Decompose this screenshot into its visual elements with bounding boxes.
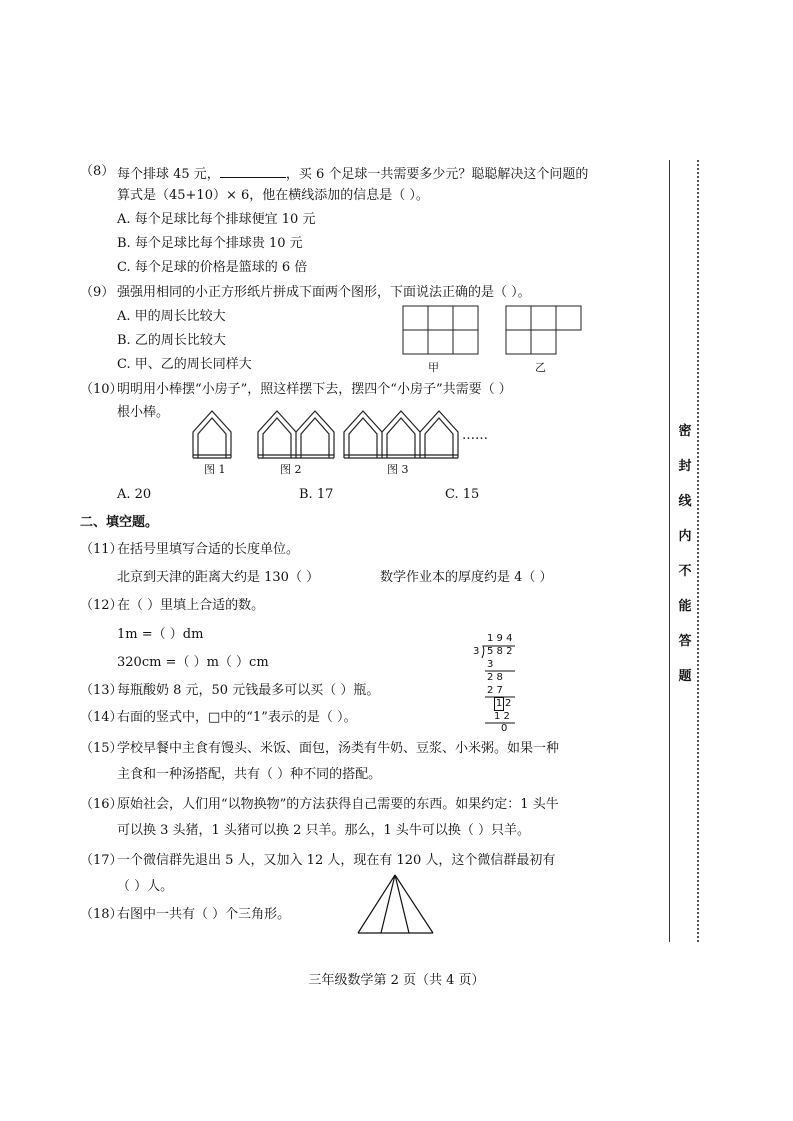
division-remainder2-tail: 2: [505, 698, 512, 709]
q12-text: 在（ ）里填上合适的数。: [117, 598, 265, 613]
q16-number: （16）: [80, 797, 123, 812]
q8-option-b: B. 每个足球比每个排球贵 10 元: [117, 236, 303, 251]
q8-option-c: C. 每个足球的价格是篮球的 6 倍: [117, 260, 308, 275]
section-2-title: 二、填空题。: [80, 515, 159, 530]
division-dividend: 5 8 2: [487, 646, 513, 657]
q10-line2: 根小棒。: [117, 405, 170, 420]
seal-char: 题: [678, 669, 692, 684]
division-step2: 2 7: [487, 685, 503, 696]
seal-char: 答: [678, 634, 692, 649]
q11-number: （11）: [80, 542, 123, 557]
division-boxed-digit: 1: [495, 698, 503, 709]
q18-text: 右图中一共有（ ）个三角形。: [117, 907, 291, 922]
q17-number: （17）: [80, 853, 123, 868]
q8-text-a: 每个排球 45 元，: [117, 167, 220, 182]
q10-option-b: B. 17: [299, 487, 334, 502]
division-final-remainder: 0: [501, 723, 508, 734]
q16-line2: 可以换 3 头猪，1 头猪可以换 2 只羊。那么，1 头牛可以换（ ）只羊。: [117, 823, 531, 838]
q9-option-b: B. 乙的周长比较大: [117, 333, 226, 348]
division-remainder1: 2 8: [487, 672, 503, 683]
division-step1: 3: [487, 659, 494, 670]
seal-char: 封: [678, 459, 692, 474]
q10-fig-label-1: 图 1: [204, 463, 226, 476]
q15-number: （15）: [80, 741, 123, 756]
q18-number: （18）: [80, 907, 123, 922]
q8-line2: 算式是（45+10）× 6，他在横线添加的信息是（ ）。: [117, 188, 429, 203]
division-divisor: 3: [473, 646, 480, 657]
q12-line3: 320cm =（ ）m（ ）cm: [117, 655, 269, 670]
division-quotient: 1 9 4: [487, 633, 513, 644]
q9-label-yi: 乙: [535, 361, 546, 374]
q13-text: 每瓶酸奶 8 元，50 元钱最多可以买（ ）瓶。: [117, 683, 380, 698]
q10-option-a: A. 20: [117, 487, 152, 502]
seal-char: 密: [678, 424, 692, 439]
q14-text: 右面的竖式中，□中的“1”表示的是（ ）。: [117, 710, 357, 725]
q13-number: （13）: [80, 683, 123, 698]
q10-fig-label-3: 图 3: [387, 463, 409, 476]
q17-line1: 一个微信群先退出 5 人，又加入 12 人，现在有 120 人，这个微信群最初有: [117, 853, 556, 868]
division-step3: 1 2: [494, 711, 510, 722]
q10-fig-label-2: 图 2: [280, 463, 302, 476]
q15-line1: 学校早餐中主食有馒头、米饭、面包，汤类有牛奶、豆浆、小米粥。如果一种: [117, 741, 560, 756]
seal-char: 不: [678, 564, 692, 579]
q12-line2: 1m =（ ）dm: [117, 627, 204, 642]
q9-label-jia: 甲: [428, 361, 439, 374]
q11-text: 在括号里填写合适的长度单位。: [117, 542, 300, 557]
seal-char: 内: [678, 529, 692, 544]
seal-char: 能: [678, 599, 692, 614]
q10-option-c: C. 15: [445, 487, 480, 502]
q10-number: （10）: [80, 382, 123, 397]
q15-line2: 主食和一种汤搭配，共有（ ）种不同的搭配。: [117, 767, 382, 782]
q11-line2b: 数学作业本的厚度约是 4（ ）: [380, 570, 553, 585]
q8-number: （8）: [80, 164, 115, 179]
seal-char: 线: [678, 494, 692, 509]
q9-option-c: C. 甲、乙的周长同样大: [117, 357, 252, 372]
q11-line2a: 北京到天津的距离大约是 130（ ）: [117, 570, 320, 585]
page-footer: 三年级数学第 2 页（共 4 页）: [308, 973, 485, 988]
q9-option-a: A. 甲的周长比较大: [117, 309, 226, 324]
q12-number: （12）: [80, 598, 123, 613]
q16-line1: 原始社会，人们用“以物换物”的方法获得自己需要的东西。如果约定：1 头牛: [117, 797, 559, 812]
q14-number: （14）: [80, 710, 123, 725]
q8-option-a: A. 每个足球比每个排球便宜 10 元: [117, 212, 316, 227]
q9-text: 强强用相同的小正方形纸片拼成下面两个图形，下面说法正确的是（ ）。: [117, 285, 531, 300]
q8-text-b: ，买 6 个足球一共需要多少元？聪聪解决这个问题的: [285, 167, 589, 182]
q9-number: （9）: [80, 285, 115, 300]
q17-line2: （ ）人。: [117, 879, 174, 894]
q10-ellipsis: ……: [462, 428, 488, 443]
q10-line1: 明明用小棒摆“小房子”，照这样摆下去，摆四个“小房子”共需要（ ）: [117, 382, 512, 397]
